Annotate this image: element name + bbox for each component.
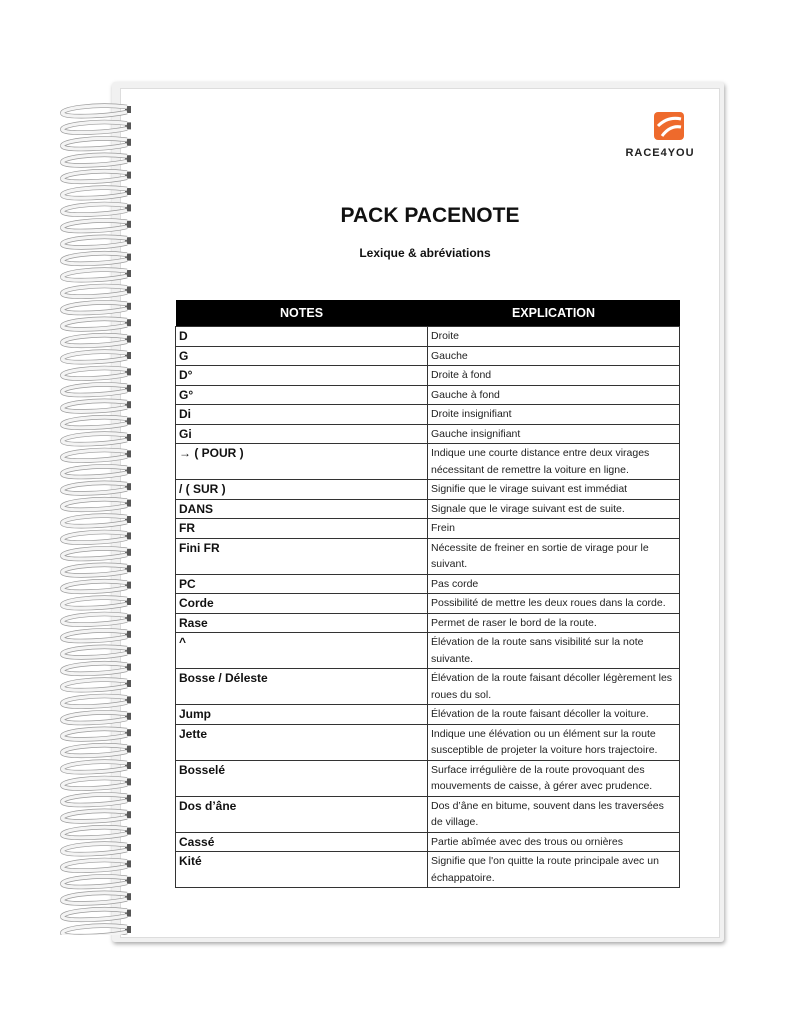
spiral-coil	[62, 860, 127, 870]
table-row	[176, 852, 680, 888]
spiral-coil	[62, 581, 127, 591]
note-cell: Bosse / Déleste	[176, 669, 428, 705]
spiral-coil	[62, 827, 127, 837]
note-cell: Dos d’âne	[176, 796, 428, 832]
spiral-coil	[62, 319, 127, 329]
spiral-coil	[62, 647, 127, 657]
table-row	[176, 594, 680, 614]
brand-name: RACE4YOU	[625, 147, 695, 159]
explication-cell: Partie abîmée avec des trous ou ornières	[428, 832, 680, 852]
table-row	[176, 832, 680, 852]
spiral-coil	[62, 450, 127, 460]
spiral-coil	[62, 335, 127, 345]
explication-cell: Droite	[428, 327, 680, 347]
spiral-coil	[62, 417, 127, 427]
spiral-coil	[62, 466, 127, 476]
spiral-coil	[62, 384, 127, 394]
table-row	[176, 760, 680, 796]
explication-cell: Surface irrégulière de la route provoquant des mouvements de caisse, à gérer avec prudence.	[428, 760, 680, 796]
table-row	[176, 366, 680, 386]
explication-cell: Élévation de la route faisant décoller la voiture.	[428, 705, 680, 725]
table-row	[176, 538, 680, 574]
explication-cell: Élévation de la route sans visibilité sur la note suivante.	[428, 633, 680, 669]
spiral-coil	[62, 138, 127, 148]
explication-cell: Signifie que l'on quitte la route principale avec un échappatoire.	[428, 852, 680, 888]
spiral-coil	[62, 204, 127, 214]
explication-cell: Possibilité de mettre les deux roues dans la corde.	[428, 594, 680, 614]
table-row	[176, 424, 680, 444]
note-cell: Cassé	[176, 832, 428, 852]
table-row	[176, 480, 680, 500]
spiral-coil	[62, 909, 127, 919]
explication-cell: Pas corde	[428, 574, 680, 594]
header-notes: NOTES	[176, 300, 428, 327]
note-cell: Jump	[176, 705, 428, 725]
spiral-coil	[62, 794, 127, 804]
table-row	[176, 724, 680, 760]
spiral-coil	[62, 532, 127, 542]
spiral-coil	[62, 893, 127, 903]
explication-cell: Gauche	[428, 346, 680, 366]
spiral-coil	[62, 565, 127, 575]
explication-cell: Gauche insignifiant	[428, 424, 680, 444]
spiral-coil	[62, 778, 127, 788]
note-cell: Fini FR	[176, 538, 428, 574]
spiral-coil	[62, 876, 127, 886]
spiral-coil	[62, 253, 127, 263]
explication-cell: Signifie que le virage suivant est immédiat	[428, 480, 680, 500]
table-row	[176, 796, 680, 832]
spiral-coil	[62, 516, 127, 526]
explication-cell: Indique une courte distance entre deux virages nécessitant de remettre la voiture en ligne.	[428, 444, 680, 480]
table-row	[176, 574, 680, 594]
table-header-row	[176, 300, 680, 327]
spiral-coil	[62, 352, 127, 362]
spiral-coil	[62, 106, 127, 116]
spiral-coil	[62, 630, 127, 640]
spiral-coil	[62, 745, 127, 755]
explication-cell: Nécessite de freiner en sortie de virage pour le suivant.	[428, 538, 680, 574]
spiral-coil	[62, 614, 127, 624]
spiral-coil	[62, 811, 127, 821]
spiral-coil	[62, 155, 127, 165]
spiral-coil	[62, 188, 127, 198]
note-cell: Rase	[176, 613, 428, 633]
note-cell: ^	[176, 633, 428, 669]
spiral-coil	[62, 122, 127, 132]
spiral-coil	[62, 548, 127, 558]
note-cell: Kité	[176, 852, 428, 888]
note-cell: DANS	[176, 499, 428, 519]
table-row	[176, 705, 680, 725]
spiral-coil	[62, 762, 127, 772]
lexicon-table	[175, 300, 680, 888]
spiral-coil	[62, 368, 127, 378]
explication-cell: Droite à fond	[428, 366, 680, 386]
note-cell: Gi	[176, 424, 428, 444]
note-cell: Corde	[176, 594, 428, 614]
explication-cell: Frein	[428, 519, 680, 539]
note-cell: D	[176, 327, 428, 347]
table-row	[176, 499, 680, 519]
explication-cell: Gauche à fond	[428, 385, 680, 405]
spiral-coil	[62, 483, 127, 493]
note-cell: G°	[176, 385, 428, 405]
brand-logo	[614, 112, 724, 159]
spiral-coil	[62, 286, 127, 296]
table-row	[176, 613, 680, 633]
explication-cell: Signale que le virage suivant est de suite.	[428, 499, 680, 519]
spiral-coil	[62, 598, 127, 608]
spiral-coil	[62, 220, 127, 230]
note-cell: PC	[176, 574, 428, 594]
note-cell: / ( SUR )	[176, 480, 428, 500]
note-cell: Di	[176, 405, 428, 425]
table-row	[176, 385, 680, 405]
explication-cell: Dos d’âne en bitume, souvent dans les traversées de village.	[428, 796, 680, 832]
note-cell: G	[176, 346, 428, 366]
table-row	[176, 405, 680, 425]
explication-cell: Droite insignifiant	[428, 405, 680, 425]
spiral-coil	[62, 844, 127, 854]
spiral-coil	[62, 434, 127, 444]
note-cell: FR	[176, 519, 428, 539]
spiral-binding	[55, 95, 140, 935]
note-cell: → ( POUR )	[176, 444, 428, 480]
spiral-coil	[62, 237, 127, 247]
note-cell: D°	[176, 366, 428, 386]
table-row	[176, 444, 680, 480]
page-subtitle: Lexique & abréviations	[359, 246, 491, 260]
page-title: PACK PACENOTE	[340, 204, 520, 227]
explication-cell: Élévation de la route faisant décoller légèrement les roues du sol.	[428, 669, 680, 705]
spiral-coil	[62, 729, 127, 739]
table-row	[176, 519, 680, 539]
race4you-logo-icon	[654, 112, 684, 140]
table-row	[176, 327, 680, 347]
table-row	[176, 346, 680, 366]
spiral-coil	[62, 171, 127, 181]
explication-cell: Indique une élévation ou un élément sur la route susceptible de projeter la voiture hors trajectoire.	[428, 724, 680, 760]
note-cell: Bosselé	[176, 760, 428, 796]
spiral-coil	[62, 401, 127, 411]
spiral-coil	[62, 270, 127, 280]
header-explication: EXPLICATION	[428, 300, 680, 327]
spiral-coil	[62, 712, 127, 722]
explication-cell: Permet de raser le bord de la route.	[428, 613, 680, 633]
spiral-coil	[62, 696, 127, 706]
spiral-coil	[62, 499, 127, 509]
spiral-coil	[62, 663, 127, 673]
spiral-coil	[62, 302, 127, 312]
spiral-coil	[62, 680, 127, 690]
table-row	[176, 633, 680, 669]
note-cell: Jette	[176, 724, 428, 760]
table-row	[176, 669, 680, 705]
